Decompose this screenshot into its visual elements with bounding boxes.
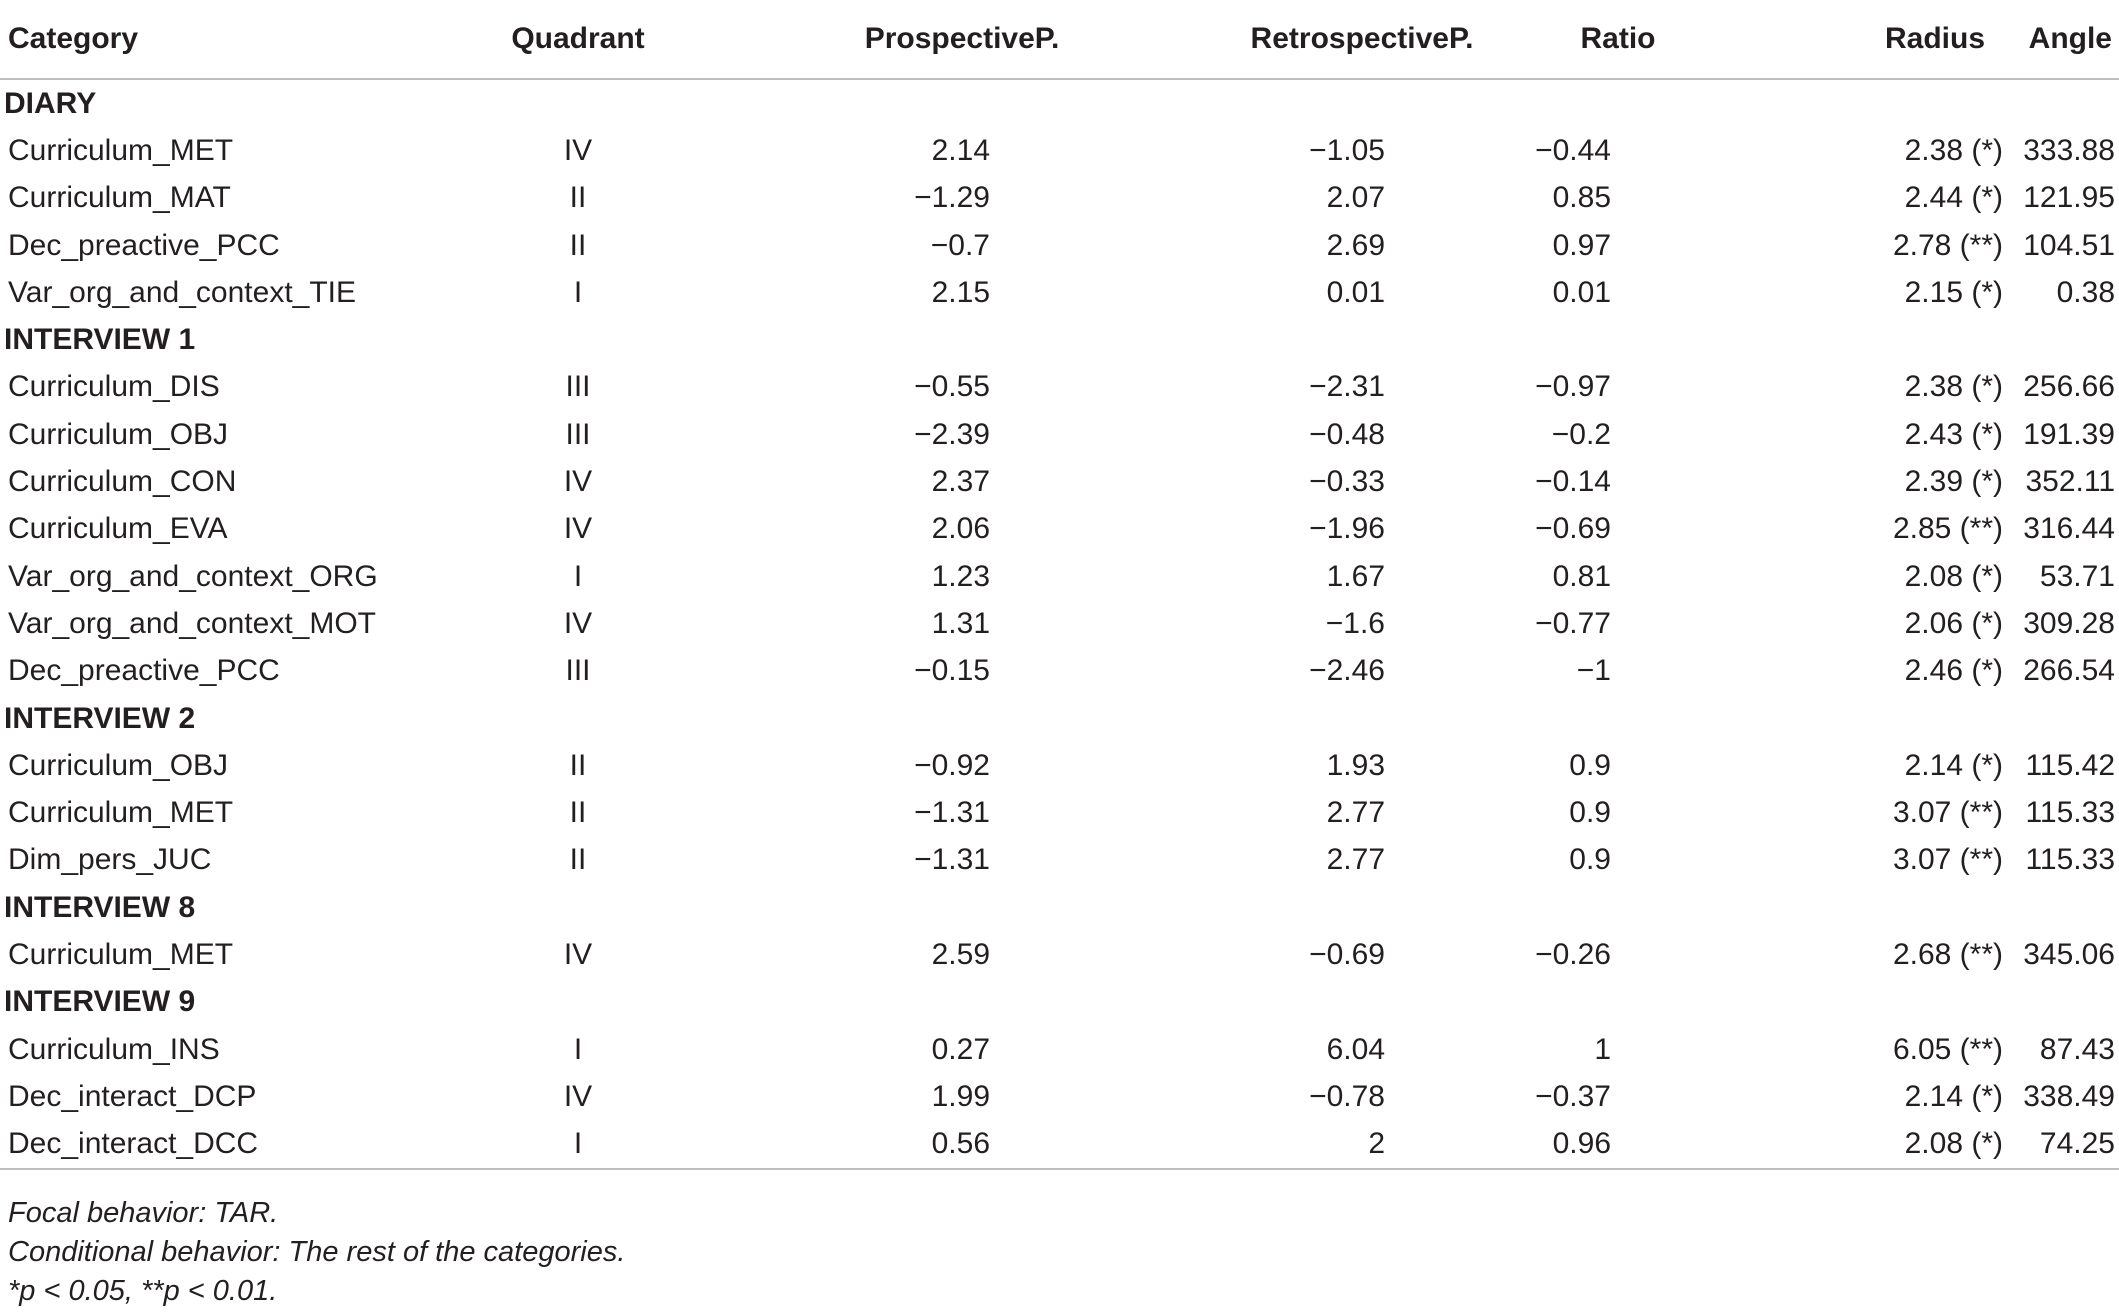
header-quadrant: Quadrant — [430, 0, 725, 79]
table-row — [0, 458, 2119, 505]
cell-quadrant — [430, 648, 725, 695]
cell-prospective — [725, 600, 1055, 647]
cell-ratio — [1425, 1121, 1745, 1169]
radius-value: 2.38 (*) — [1904, 370, 2003, 404]
radius-value: 2.08 (*) — [1904, 559, 2003, 593]
retrospective-value: −1.05 — [1309, 133, 1385, 167]
table-row — [0, 1073, 2119, 1120]
angle-value: 309.28 — [2023, 606, 2115, 640]
quadrant-value: III — [565, 654, 591, 688]
cell-quadrant — [430, 553, 725, 600]
table-row — [0, 553, 2119, 600]
group-header-row — [0, 79, 2119, 127]
cell-angle — [2023, 175, 2119, 222]
cell-category: Curriculum_MAT — [8, 181, 231, 215]
cell-retrospective — [1055, 931, 1425, 978]
prospective-value: −2.39 — [914, 417, 990, 451]
cell-prospective — [725, 837, 1055, 884]
group-header-row — [0, 695, 2119, 742]
angle-value: 316.44 — [2023, 512, 2115, 546]
cell-radius — [1745, 506, 2065, 553]
cell-category: Curriculum_OBJ — [8, 417, 229, 451]
ratio-value: 0.85 — [1552, 181, 1611, 215]
cell-angle — [2023, 600, 2119, 647]
cell-retrospective — [1055, 1026, 1425, 1073]
quadrant-value: III — [565, 417, 591, 451]
radius-value: 3.07 (**) — [1892, 796, 2003, 830]
ratio-value: −0.97 — [1535, 370, 1611, 404]
cell-ratio — [1425, 648, 1745, 695]
cell-radius — [1745, 648, 2065, 695]
cell-category: Curriculum_MET — [8, 796, 234, 830]
cell-prospective — [725, 1073, 1055, 1120]
quadrant-value: I — [573, 559, 583, 593]
quadrant-value: II — [569, 228, 587, 262]
cell-radius — [1745, 931, 2065, 978]
cell-prospective — [725, 222, 1055, 269]
header-category: Category — [0, 0, 430, 79]
cell-prospective — [725, 458, 1055, 505]
cell-category: Dim_pers_JUC — [8, 843, 212, 877]
cell-angle — [2039, 1121, 2119, 1169]
cell-radius — [1745, 1073, 2065, 1120]
cell-ratio — [1425, 411, 1745, 458]
cell-quadrant — [430, 506, 725, 553]
cell-retrospective — [1055, 411, 1425, 458]
angle-value: 115.42 — [2025, 748, 2115, 782]
footnote-focal: Focal behavior: TAR. — [8, 1197, 279, 1229]
cell-retrospective — [1055, 648, 1425, 695]
cell-ratio — [1425, 127, 1745, 174]
ratio-value: 0.9 — [1569, 843, 1611, 877]
cell-category: Var_org_and_context_MOT — [8, 606, 376, 640]
cell-quadrant — [430, 1073, 725, 1120]
cell-category: Curriculum_MET — [8, 937, 234, 971]
table-row — [0, 789, 2119, 836]
quadrant-value: I — [573, 1127, 583, 1161]
cell-radius — [1745, 789, 2065, 836]
cell-quadrant — [430, 269, 725, 316]
radius-value: 2.78 (**) — [1892, 228, 2003, 262]
cell-prospective — [725, 742, 1055, 789]
cell-radius — [1745, 1121, 2065, 1169]
table-footnotes — [8, 1194, 625, 1311]
cell-retrospective — [1055, 600, 1425, 647]
radius-value: 2.43 (*) — [1904, 417, 2003, 451]
radius-value: 2.39 (*) — [1904, 465, 2003, 499]
table-row — [0, 837, 2119, 884]
retrospective-value: −0.48 — [1309, 417, 1385, 451]
angle-value: 338.49 — [2023, 1079, 2115, 1113]
prospective-value: −0.55 — [914, 370, 990, 404]
cell-category: Curriculum_CON — [8, 465, 237, 499]
cell-quadrant — [430, 175, 725, 222]
quadrant-value: I — [573, 1032, 583, 1066]
group-header-row — [0, 979, 2119, 1026]
retrospective-value: −1.6 — [1325, 606, 1385, 640]
footnote-conditional: Conditional behavior: The rest of the categories. — [8, 1236, 626, 1268]
cell-retrospective — [1055, 175, 1425, 222]
cell-radius — [1745, 269, 2065, 316]
table-row — [0, 175, 2119, 222]
cell-ratio — [1425, 269, 1745, 316]
cell-quadrant — [430, 458, 725, 505]
group-header-row — [0, 884, 2119, 931]
ratio-value: −0.77 — [1535, 606, 1611, 640]
cell-quadrant — [430, 127, 725, 174]
angle-value: 352.11 — [2025, 465, 2115, 499]
angle-value: 53.71 — [2039, 559, 2115, 593]
cell-retrospective — [1055, 553, 1425, 600]
ratio-value: 0.9 — [1569, 796, 1611, 830]
ratio-value: −0.69 — [1535, 512, 1611, 546]
table-row — [0, 931, 2119, 978]
prospective-value: 1.31 — [931, 606, 990, 640]
cell-retrospective — [1055, 789, 1425, 836]
radius-value: 2.14 (*) — [1904, 1079, 2003, 1113]
cell-radius — [1745, 553, 2065, 600]
cell-angle — [2025, 789, 2119, 836]
angle-value: 0.38 — [2056, 275, 2115, 309]
cell-quadrant — [430, 411, 725, 458]
retrospective-value: 2.07 — [1326, 181, 1385, 215]
cell-prospective — [725, 269, 1055, 316]
retrospective-value: 2.77 — [1326, 796, 1385, 830]
cell-prospective — [725, 175, 1055, 222]
cell-ratio — [1425, 600, 1745, 647]
radius-value: 2.14 (*) — [1904, 748, 2003, 782]
prospective-value: 1.99 — [931, 1079, 990, 1113]
prospective-value: 0.27 — [931, 1032, 990, 1066]
cell-retrospective — [1055, 364, 1425, 411]
retrospective-value: −0.33 — [1309, 465, 1385, 499]
cell-quadrant — [430, 1026, 725, 1073]
table-row — [0, 1026, 2119, 1073]
ratio-value: −0.14 — [1535, 465, 1611, 499]
cell-retrospective — [1055, 837, 1425, 884]
quadrant-value: I — [573, 275, 583, 309]
cell-angle — [2023, 411, 2119, 458]
cell-ratio — [1425, 931, 1745, 978]
cell-retrospective — [1055, 506, 1425, 553]
cell-quadrant — [430, 931, 725, 978]
prospective-value: −1.31 — [914, 843, 990, 877]
retrospective-value: −0.69 — [1309, 937, 1385, 971]
cell-angle — [2023, 648, 2119, 695]
angle-value: 87.43 — [2039, 1032, 2115, 1066]
cell-retrospective — [1055, 742, 1425, 789]
table-row — [0, 411, 2119, 458]
cell-retrospective — [1055, 1073, 1425, 1120]
retrospective-value: −1.96 — [1309, 512, 1385, 546]
header-ratio: Ratio — [1425, 0, 1745, 79]
cell-category: Var_org_and_context_TIE — [8, 275, 357, 309]
cell-ratio — [1425, 553, 1745, 600]
cell-retrospective — [1055, 458, 1425, 505]
table-row — [0, 648, 2119, 695]
cell-category: Curriculum_MET — [8, 133, 234, 167]
header-prospective: ProspectiveP. — [725, 0, 1055, 79]
cell-prospective — [725, 553, 1055, 600]
cell-prospective — [725, 931, 1055, 978]
angle-value: 121.95 — [2023, 181, 2115, 215]
ratio-value: −0.26 — [1535, 937, 1611, 971]
cell-ratio — [1425, 458, 1745, 505]
radius-value: 2.15 (*) — [1904, 275, 2003, 309]
table-row — [0, 222, 2119, 269]
cell-radius — [1745, 458, 2065, 505]
prospective-value: 2.15 — [931, 275, 990, 309]
table-row — [0, 364, 2119, 411]
ratio-value: −1 — [1576, 654, 1611, 688]
prospective-value: 0.56 — [931, 1127, 990, 1161]
prospective-value: 2.14 — [931, 133, 990, 167]
angle-value: 104.51 — [2023, 228, 2115, 262]
cell-angle — [2023, 931, 2119, 978]
retrospective-value: 1.67 — [1326, 559, 1385, 593]
cell-ratio — [1425, 789, 1745, 836]
cell-quadrant — [430, 222, 725, 269]
radius-value: 2.08 (*) — [1904, 1127, 2003, 1161]
quadrant-value: II — [569, 796, 587, 830]
radius-value: 3.07 (**) — [1892, 843, 2003, 877]
cell-angle — [2039, 1026, 2119, 1073]
cell-prospective — [725, 364, 1055, 411]
cell-angle — [2023, 222, 2119, 269]
cell-radius — [1745, 600, 2065, 647]
table-row — [0, 506, 2119, 553]
footnote-significance: *p < 0.05, **p < 0.01. — [8, 1275, 278, 1307]
cell-quadrant — [430, 789, 725, 836]
cell-ratio — [1425, 506, 1745, 553]
prospective-value: 2.06 — [931, 512, 990, 546]
angle-value: 256.66 — [2023, 370, 2115, 404]
radius-value: 6.05 (**) — [1892, 1032, 2003, 1066]
header-retrospective: RetrospectiveP. — [1055, 0, 1425, 79]
cell-angle — [2023, 364, 2119, 411]
cell-category: Var_org_and_context_ORG — [8, 559, 378, 593]
ratio-value: −0.2 — [1551, 417, 1611, 451]
header-radius: Radius — [1745, 0, 2065, 79]
quadrant-value: II — [569, 181, 587, 215]
cell-prospective — [725, 1026, 1055, 1073]
cell-prospective — [725, 127, 1055, 174]
cell-category: Curriculum_OBJ — [8, 748, 229, 782]
cell-radius — [1745, 1026, 2065, 1073]
ratio-value: 1 — [1594, 1032, 1611, 1066]
prospective-value: −1.29 — [914, 181, 990, 215]
group-title: INTERVIEW 1 — [4, 323, 196, 357]
cell-prospective — [725, 411, 1055, 458]
ratio-value: −0.44 — [1535, 133, 1611, 167]
prospective-value: −0.7 — [930, 228, 990, 262]
table-header-row — [0, 0, 2119, 79]
retrospective-value: 1.93 — [1326, 748, 1385, 782]
radius-value: 2.44 (*) — [1904, 181, 2003, 215]
ratio-value: 0.96 — [1552, 1127, 1611, 1161]
cell-quadrant — [430, 1121, 725, 1169]
quadrant-value: IV — [563, 1079, 593, 1113]
cell-radius — [1745, 222, 2065, 269]
cell-quadrant — [430, 742, 725, 789]
cell-retrospective — [1055, 127, 1425, 174]
ratio-value: 0.81 — [1552, 559, 1611, 593]
cell-retrospective — [1055, 269, 1425, 316]
header-angle: Angle — [2065, 0, 2119, 79]
cell-category: Dec_interact_DCP — [8, 1079, 257, 1113]
cell-category: Dec_preactive_PCC — [8, 228, 280, 262]
cell-angle — [2023, 506, 2119, 553]
retrospective-value: 0.01 — [1326, 275, 1385, 309]
cell-ratio — [1425, 837, 1745, 884]
ratio-value: 0.9 — [1569, 748, 1611, 782]
cell-angle — [2039, 553, 2119, 600]
cell-category: Curriculum_DIS — [8, 370, 220, 404]
cell-ratio — [1425, 364, 1745, 411]
angle-value: 345.06 — [2023, 937, 2115, 971]
angle-value: 333.88 — [2023, 133, 2115, 167]
retrospective-value: 6.04 — [1326, 1032, 1385, 1066]
quadrant-value: IV — [563, 937, 593, 971]
angle-value: 74.25 — [2039, 1127, 2115, 1161]
angle-value: 115.33 — [2025, 843, 2115, 877]
quadrant-value: IV — [563, 606, 593, 640]
cell-category: Dec_preactive_PCC — [8, 654, 280, 688]
table-row — [0, 1121, 2119, 1169]
quadrant-value: III — [565, 370, 591, 404]
quadrant-value: II — [569, 748, 587, 782]
cell-quadrant — [430, 837, 725, 884]
group-title: DIARY — [4, 86, 97, 120]
cell-angle — [2025, 837, 2119, 884]
radius-value: 2.46 (*) — [1904, 654, 2003, 688]
cell-angle — [2025, 742, 2119, 789]
ratio-value: −0.37 — [1535, 1079, 1611, 1113]
prospective-value: −1.31 — [914, 796, 990, 830]
cell-angle — [2056, 269, 2119, 316]
group-header-row — [0, 316, 2119, 363]
quadrant-value: II — [569, 843, 587, 877]
retrospective-value: −2.31 — [1309, 370, 1385, 404]
radius-value: 2.68 (**) — [1892, 937, 2003, 971]
prospective-value: 2.59 — [931, 937, 990, 971]
cell-prospective — [725, 506, 1055, 553]
table-row — [0, 742, 2119, 789]
group-title: INTERVIEW 2 — [4, 701, 196, 735]
angle-value: 115.33 — [2025, 796, 2115, 830]
angle-value: 191.39 — [2023, 417, 2115, 451]
table-row — [0, 269, 2119, 316]
prospective-value: 1.23 — [931, 559, 990, 593]
cell-prospective — [725, 648, 1055, 695]
cell-prospective — [725, 789, 1055, 836]
retrospective-value: 2.69 — [1326, 228, 1385, 262]
cell-quadrant — [430, 364, 725, 411]
retrospective-value: −2.46 — [1309, 654, 1385, 688]
ratio-value: 0.01 — [1552, 275, 1611, 309]
ratio-value: 0.97 — [1552, 228, 1611, 262]
cell-radius — [1745, 364, 2065, 411]
cell-angle — [2023, 127, 2119, 174]
quadrant-value: IV — [563, 133, 593, 167]
cell-radius — [1745, 127, 2065, 174]
cell-category: Curriculum_INS — [8, 1032, 220, 1066]
cell-ratio — [1425, 222, 1745, 269]
prospective-value: −0.92 — [914, 748, 990, 782]
retrospective-value: 2 — [1368, 1127, 1385, 1161]
cell-radius — [1745, 742, 2065, 789]
angle-value: 266.54 — [2023, 654, 2115, 688]
cell-ratio — [1425, 1026, 1745, 1073]
quadrant-value: IV — [563, 512, 593, 546]
radius-value: 2.85 (**) — [1892, 512, 2003, 546]
radius-value: 2.38 (*) — [1904, 133, 2003, 167]
cell-ratio — [1425, 1073, 1745, 1120]
retrospective-value: 2.77 — [1326, 843, 1385, 877]
cell-radius — [1745, 411, 2065, 458]
prospective-value: 2.37 — [931, 465, 990, 499]
radius-value: 2.06 (*) — [1904, 606, 2003, 640]
table-row — [0, 600, 2119, 647]
retrospective-value: −0.78 — [1309, 1079, 1385, 1113]
cell-retrospective — [1055, 222, 1425, 269]
cell-angle — [2023, 1073, 2119, 1120]
quadrant-value: IV — [563, 465, 593, 499]
cell-retrospective — [1055, 1121, 1425, 1169]
group-title: INTERVIEW 8 — [4, 890, 196, 924]
cell-prospective — [725, 1121, 1055, 1169]
cell-radius — [1745, 837, 2065, 884]
cell-angle — [2025, 458, 2119, 505]
cell-ratio — [1425, 175, 1745, 222]
cell-ratio — [1425, 742, 1745, 789]
cell-radius — [1745, 175, 2065, 222]
group-title: INTERVIEW 9 — [4, 985, 196, 1019]
prospective-value: −0.15 — [914, 654, 990, 688]
table-row — [0, 127, 2119, 174]
cell-quadrant — [430, 600, 725, 647]
cell-category: Dec_interact_DCC — [0, 1121, 430, 1169]
cell-category: Curriculum_EVA — [8, 512, 228, 546]
